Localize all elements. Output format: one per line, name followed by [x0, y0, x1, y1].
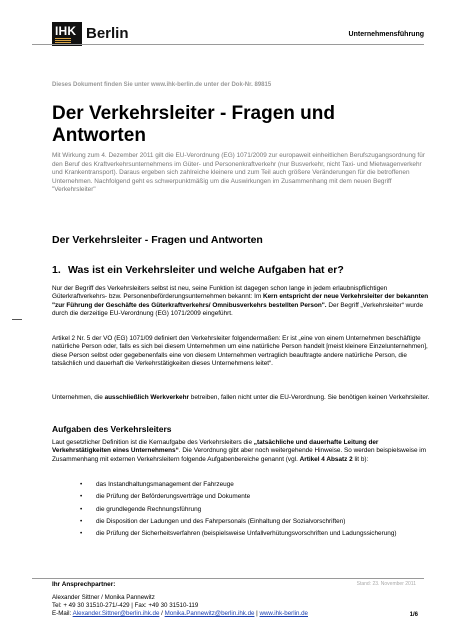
task-list [52, 481, 432, 542]
paragraph-4-part-c: . Die Verordnung gibt aber noch weitergehende Hinweise. So werden beispielsweise im Zusammenhang mit externen Verkehrsleitern folgende Aufgabenbereiche genannt (vgl. [52, 447, 427, 463]
intro-paragraph: Mit Wirkung zum 4. Dezember 2011 gilt die EU-Verordnung (EG) 1071/2009 zur europaweit einheitlichen Berufszugangsordnung für den Beruf des Kraftverkehrsunternehmens im Güter- und Personenkraftverkehr (nur Busverkehr, nicht Taxi- und Mietwagenverkehr und Krankentransport). Daraus ergeben sich zahlreiche kleinere und zum Teil auch größere Veränderungen für die betroffenen Unternehmen. Nachfolgend geht es schwerpunktmäßig um die Auswirkungen im Zusammenhang mit dem neuen Begriff "Verkehrsleiter" [52, 152, 425, 193]
contact-names: Alexander Sittner / Monika Pannewitz [52, 594, 155, 601]
list-item: • die grundlegende Rechnungsführung [52, 506, 432, 514]
ihk-berlin-logo [52, 22, 129, 46]
paragraph-4-bold-2: Artikel 4 Absatz 2 [299, 455, 353, 463]
contact-block [52, 594, 308, 618]
header-rule [32, 44, 424, 45]
footer-rule [32, 578, 424, 579]
paragraph-4-bold-1: „tatsächliche und dauerhafte Leitung der Verkehrstätigkeiten eines Unternehmens“ [52, 439, 379, 455]
paragraph-aufgaben [52, 439, 432, 464]
aufgaben-heading: Aufgaben des Verkehrsleiters [52, 424, 172, 434]
paragraph-4-part-e: lit b): [352, 455, 369, 463]
contact-phone: Tel: + 49 30 31510-271/-429 | Fax: +49 30 31510-119 [52, 602, 199, 609]
paragraph-definition-intro [52, 285, 432, 318]
list-item: • die Prüfung der Beförderungsverträge und Dokumente [52, 493, 432, 501]
website-link[interactable]: www.ihk-berlin.de [259, 610, 308, 617]
section-name: Unternehmensführung [348, 31, 424, 38]
margin-mark [12, 319, 22, 320]
section-subtitle: Der Verkehrsleiter - Fragen und Antworten [52, 234, 263, 246]
logo-berlin-text: Berlin [86, 25, 129, 42]
logo-ihk-text: IHK [55, 24, 77, 38]
list-item: • die Prüfung der Sicherheitsverfahren (beispielsweise Unfallverhütungsvorschriften und Ladungssicherung) [52, 530, 432, 538]
question-1-text: Was ist ein Verkehrsleiter und welche Aufgaben hat er? [68, 264, 344, 276]
question-1-number: 1. [52, 264, 61, 276]
paragraph-1-bold: Kern entspricht der neue Verkehrsleiter der bekannten "zur Führung der Geschäfte des Güterkraftverkehrs/ Omnibusverkehrs bestellten Person". [52, 293, 429, 309]
paragraph-3-bold: ausschließlich Werkverkehr [104, 394, 190, 401]
contact-title: Ihr Ansprechpartner: [52, 581, 116, 588]
page-title: Der Verkehrsleiter - Fragen und Antworten [52, 103, 335, 146]
paragraph-4-part-a: Laut gesetzlicher Definition ist die Kernaufgabe des Verkehrsleiters die [52, 439, 254, 446]
ihk-logo-block [52, 22, 82, 46]
email-separator: / [159, 610, 165, 617]
email-label: E-Mail: [52, 610, 73, 617]
paragraph-3-part-a: Unternehmen, die [52, 394, 105, 401]
list-item: • das Instandhaltungsmanagement der Fahrzeuge [52, 481, 432, 489]
document-reference: Dieses Dokument finden Sie unter www.ihk-berlin.de unter der Dok-Nr. 89815 [52, 82, 272, 88]
paragraph-1-part-a: Nur der Begriff des Verkehrsleiters selbst ist neu, seine Funktion ist dagegen schon lange in jedem erlaubnispflichtigen Güterkraftverkehrs- bzw. Personenbeförderungsunternehmen bekannt: Im [52, 285, 388, 301]
paragraph-3-part-c: betreiben, fallen nicht unter die EU-Verordnung. Sie benötigen keinen Verkehrsleiter. [189, 394, 430, 401]
web-separator: | [254, 610, 260, 617]
paragraph-article-definition: Artikel 2 Nr. 5 der VO (EG) 1071/09 definiert den Verkehrsleiter folgendermaßen: Er ist „eine von einem Unternehmen beschäftigte natürliche Person oder, falls es sich bei diesem Unternehmen um eine natürliche Person handelt [meist kleinere Einzelunternehmen], diese Person selbst oder gegebenenfalls eine von diesem Unternehmen vertraglich beauftragte andere natürliche Person, die tatsächlich und dauerhaft die Verkehrstätigkeiten dieses Unternehmens leitet“. [52, 335, 428, 367]
email-link-pannewitz[interactable]: Monika.Pannewitz@berlin.ihk.de [164, 610, 255, 617]
paragraph-werkverkehr [52, 394, 432, 402]
stand-date: Stand: 23. November 2011 [356, 581, 416, 587]
question-1-heading [52, 264, 344, 276]
contact-email-line [52, 610, 308, 618]
email-link-sittner[interactable]: Alexander.Sittner@berlin.ihk.de [72, 610, 160, 617]
paragraph-1-part-c: Der Begriff „Verkehrsleiter“ wurde durch die derzeitige EU-Verordnung (EG) 1071/2009 eingeführt. [52, 301, 424, 317]
page-number: 1/6 [409, 612, 418, 618]
list-item: • die Disposition der Ladungen und des Fahrpersonals (Einhaltung der Sozialvorschriften) [52, 518, 432, 526]
